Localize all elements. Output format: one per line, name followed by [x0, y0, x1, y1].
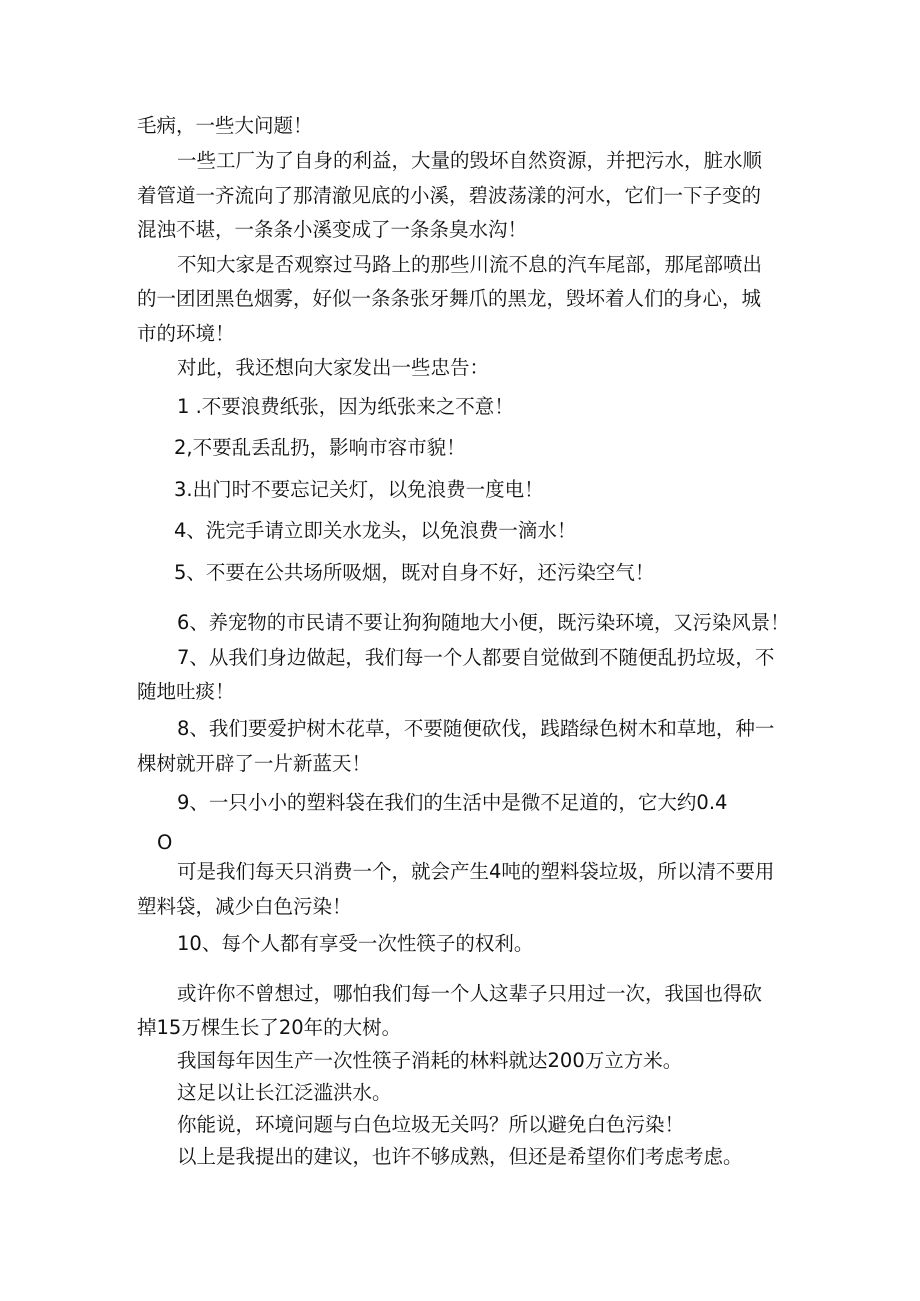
chopsticks-line-4: 这足以让长江泛滥洪水。	[177, 1081, 392, 1104]
advice-intro: 对此，我还想向大家发出一些忠告：	[177, 356, 490, 379]
paragraph-2-line-3: 市的环境！	[137, 322, 235, 345]
advice-item-9-line-3: 可是我们每天只消费一个，就会产生4吨的塑料袋垃圾，所以清不要用	[177, 860, 775, 883]
advice-item-4: 4、洗完手请立即关水龙头，以免浪费一滴水！	[174, 519, 577, 542]
closing-line: 以上是我提出的建议，也许不够成熟，但还是希望你们考虑考虑。	[177, 1145, 743, 1168]
question-line: 你能说，环境问题与白色垃圾无关吗？所以避免白色污染！	[177, 1113, 685, 1136]
advice-item-10: 10、每个人都有享受一次性筷子的权利。	[177, 932, 534, 955]
advice-item-2: 2,不要乱丢乱扔，影响市容市貌！	[174, 436, 466, 459]
chopsticks-line-1: 或许你不曾想过，哪怕我们每一个人这辈子只用过一次，我国也得砍	[177, 982, 763, 1005]
text-line: 毛病，一些大问题！	[137, 114, 313, 137]
advice-item-3: 3.出门时不要忘记关灯，以免浪费一度电！	[174, 478, 544, 501]
paragraph-1-line-1: 一些工厂为了自身的利益，大量的毁坏自然资源，并把污水，脏水顺	[177, 149, 763, 172]
advice-item-5: 5、不要在公共场所吸烟，既对自身不好，还污染空气！	[174, 561, 655, 584]
paragraph-1-line-3: 混浊不堪，一条条小溪变成了一条条臭水沟！	[137, 218, 528, 241]
advice-item-9-line-4: 塑料袋，减少白色污染！	[137, 895, 352, 918]
paragraph-2-line-2: 的一团团黑色烟雾，好似一条条张牙舞爪的黑龙，毁坏着人们的身心，城	[137, 287, 762, 310]
paragraph-1-line-2: 着管道一齐流向了那清澈见底的小溪，碧波荡漾的河水，它们一下子变的	[137, 184, 762, 207]
advice-item-9-line-2: O	[157, 831, 173, 854]
chopsticks-line-3: 我国每年因生产一次性筷子消耗的林料就达200万立方米。	[177, 1049, 683, 1072]
advice-item-1: 1 .不要浪费纸张，因为纸张来之不意！	[177, 395, 514, 418]
advice-item-8-line-1: 8、我们要爱护树木花草，不要随便砍伐，践踏绿色树木和草地，种一	[177, 717, 775, 740]
advice-item-7-line-1: 7、从我们身边做起，我们每一个人都要自觉做到不随便乱扔垃圾，不	[177, 646, 775, 669]
advice-item-7-line-2: 随地吐痰！	[137, 680, 235, 703]
chopsticks-line-2: 掉15万棵生长了20年的大树。	[137, 1016, 402, 1039]
advice-item-9-line-1: 9、一只小小的塑料袋在我们的生活中是微不足道的，它大约0.4	[177, 791, 728, 814]
advice-item-6: 6、养宠物的市民请不要让狗狗随地大小便，既污染环境，又污染风景！	[177, 611, 790, 634]
paragraph-2-line-1: 不知大家是否观察过马路上的那些川流不息的汽车尾部，那尾部喷出	[177, 253, 763, 276]
advice-item-8-line-2: 棵树就开辟了一片新蓝天！	[137, 752, 372, 775]
